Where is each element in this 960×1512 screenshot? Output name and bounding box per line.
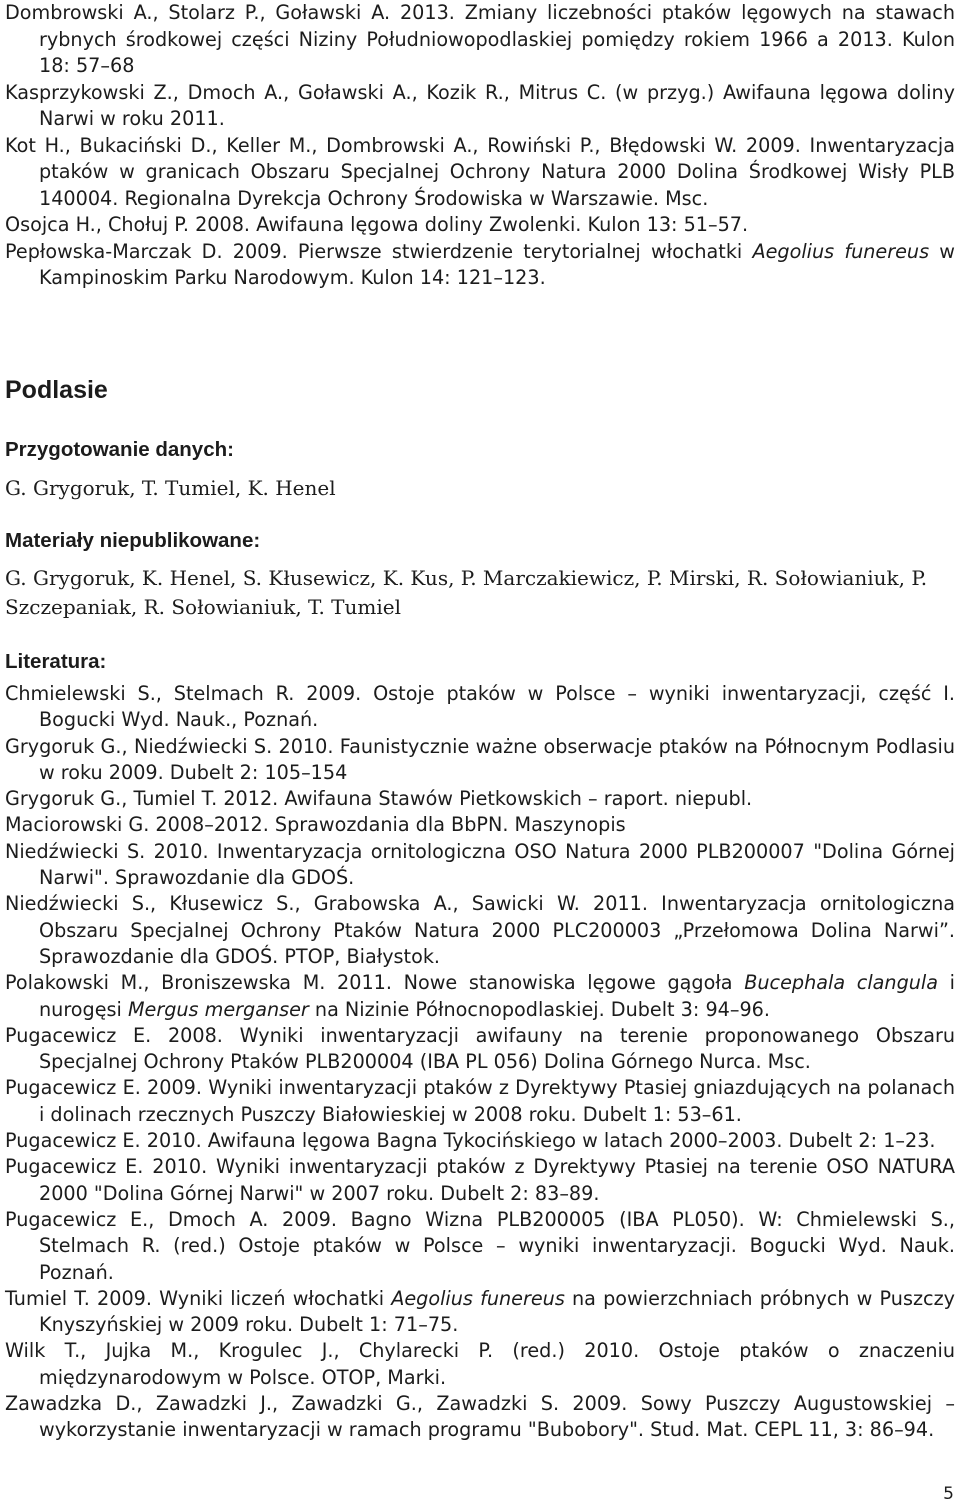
reference-text: na Nizinie Północnopodlaskiej. Dubelt 3: 94–96.	[308, 997, 770, 1021]
reference-entry: Niedźwiecki S. 2010. Inwentaryzacja ornitologiczna OSO Natura 2000 PLB200007 "Dolina Górnej Narwi". Sprawozdanie dla GDOŚ.	[5, 839, 955, 890]
reference-entry: Grygoruk G., Tumiel T. 2012. Awifauna Stawów Pietkowskich – raport. niepubl.	[5, 787, 753, 811]
reference-entry: Niedźwiecki S., Kłusewicz S., Grabowska A., Sawicki W. 2011. Inwentaryzacja ornitologiczna Obszaru Specjalnej Ochrony Ptaków Natura 2000 PLC200003 „Przełomowa Dolina Narwi”. Sprawozdanie dla GDOŚ. PTOP, Białystok.	[5, 892, 955, 968]
reference-entry: Zawadzka D., Zawadzki J., Zawadzki G., Zawadzki S. 2009. Sowy Puszczy Augustowskiej – wykorzystanie inwentaryzacji w ramach programu "Bubobory". Stud. Mat. CEPL 11, 3: 86–94.	[5, 1392, 955, 1442]
reference-entry	[5, 970, 955, 1023]
reference-entry: Maciorowski G. 2008–2012. Sprawozdania dla BbPN. Maszynopis	[5, 813, 626, 837]
reference-text: i nurogęsi	[39, 971, 955, 1021]
document-page	[5, 0, 955, 1442]
reference-list-top	[5, 0, 955, 292]
reference-entry: Wilk T., Jujka M., Krogulec J., Chylarecki P. (red.) 2010. Ostoje ptaków o znaczeniu międzynarodowym w Polsce. OTOP, Marki.	[5, 1339, 955, 1389]
reference-text: Polakowski M., Broniszewska M. 2011. Nowe stanowiska lęgowe gągoła	[5, 971, 745, 995]
reference-entry: Kot H., Bukaciński D., Keller M., Dombrowski A., Rowiński P., Błędowski W. 2009. Inwentaryzacja ptaków w granicach Obszaru Specjalnej Ochrony Natura 2000 Dolina Środkowej Wisły PLB 140004. Regionalna Dyrekcja Ochrony Środowiska w Warszawie. Msc.	[5, 133, 955, 210]
reference-entry: Grygoruk G., Niedźwiecki S. 2010. Faunistycznie ważne obserwacje ptaków na Północnym Podlasiu w roku 2009. Dubelt 2: 105–154	[5, 734, 955, 784]
reference-text: Pepłowska-Marczak D. 2009. Pierwsze stwierdzenie terytorialnej włochatki	[5, 239, 753, 263]
reference-entry: Pugacewicz E. 2009. Wyniki inwentaryzacji ptaków z Dyrektywy Ptasiej gniazdujących na polanach i dolinach rzecznych Puszczy Białowieskiej w 2008 roku. Dubelt 1: 53–61.	[5, 1076, 955, 1126]
reference-entry: Pugacewicz E., Dmoch A. 2009. Bagno Wizna PLB200005 (IBA PL050). W: Chmielewski S., Stelmach R. (red.) Ostoje ptaków w Polsce – wyniki inwentaryzacji. Bogucki Wyd. Nauk. Poznań.	[5, 1207, 955, 1284]
reference-entry: Pugacewicz E. 2010. Wyniki inwentaryzacji ptaków z Dyrektywy Ptasiej na terenie OSO NATURA 2000 "Dolina Górnej Narwi" w 2007 roku. Dubelt 2: 83–89.	[5, 1155, 955, 1205]
species-name: Mergus merganser	[127, 997, 309, 1021]
reference-entry: Osojca H., Chołuj P. 2008. Awifauna lęgowa doliny Zwolenki. Kulon 13: 51–57.	[5, 213, 749, 236]
page-number: 5	[943, 1484, 954, 1504]
reference-entry: Pugacewicz E. 2008. Wyniki inwentaryzacji awifauny na terenie proponowanego Obszaru Specjalnej Ochrony Ptaków PLB200004 (IBA PL 056) Dolina Górnego Nurca. Msc.	[5, 1023, 955, 1074]
data-prep-heading: Przygotowanie danych:	[5, 438, 234, 461]
unpublished-heading: Materiały niepublikowane:	[5, 529, 261, 552]
reference-text: Tumiel T. 2009. Wyniki liczeń włochatki	[5, 1286, 392, 1310]
species-name: Aegolius funereus	[752, 239, 930, 263]
reference-text: na powierzchniach próbnych w Puszczy Knyszyńskiej w 2009 roku. Dubelt 1: 71–75.	[39, 1286, 955, 1337]
literature-heading: Literatura:	[5, 650, 107, 673]
reference-entry: Dombrowski A., Stolarz P., Goławski A. 2013. Zmiany liczebności ptaków lęgowych na stawach rybnych środkowej części Niziny Południowopodlaskiej pomiędzy rokiem 1966 a 2013. Kulon 18: 57–68	[5, 1, 955, 77]
unpublished-names: G. Grygoruk, K. Henel, S. Kłusewicz, K. Kus, P. Marczakiewicz, P. Mirski, R. Sołowianiuk, P. Szczepaniak, R. Sołowianiuk, T. Tumiel	[5, 566, 928, 619]
section-title: Podlasie	[5, 376, 108, 404]
reference-entry	[5, 239, 955, 292]
literature-list	[5, 681, 955, 1444]
reference-entry	[5, 1286, 955, 1339]
reference-entry: Pugacewicz E. 2010. Awifauna lęgowa Bagna Tykocińskiego w latach 2000–2003. Dubelt 2: 1–23.	[5, 1129, 936, 1153]
reference-entry: Kasprzykowski Z., Dmoch A., Goławski A., Kozik R., Mitrus C. (w przyg.) Awifauna lęgowa doliny Narwi w roku 2011.	[5, 80, 955, 130]
data-prep-names: G. Grygoruk, T. Tumiel, K. Henel	[5, 476, 336, 500]
species-name: Bucephala clangula	[744, 971, 938, 995]
reference-entry: Chmielewski S., Stelmach R. 2009. Ostoje ptaków w Polsce – wyniki inwentaryzacji, część I. Bogucki Wyd. Nauk., Poznań.	[5, 682, 955, 732]
reference-text: w Kampinoskim Parku Narodowym. Kulon 14: 121–123.	[39, 239, 955, 289]
species-name: Aegolius funereus	[391, 1286, 565, 1310]
